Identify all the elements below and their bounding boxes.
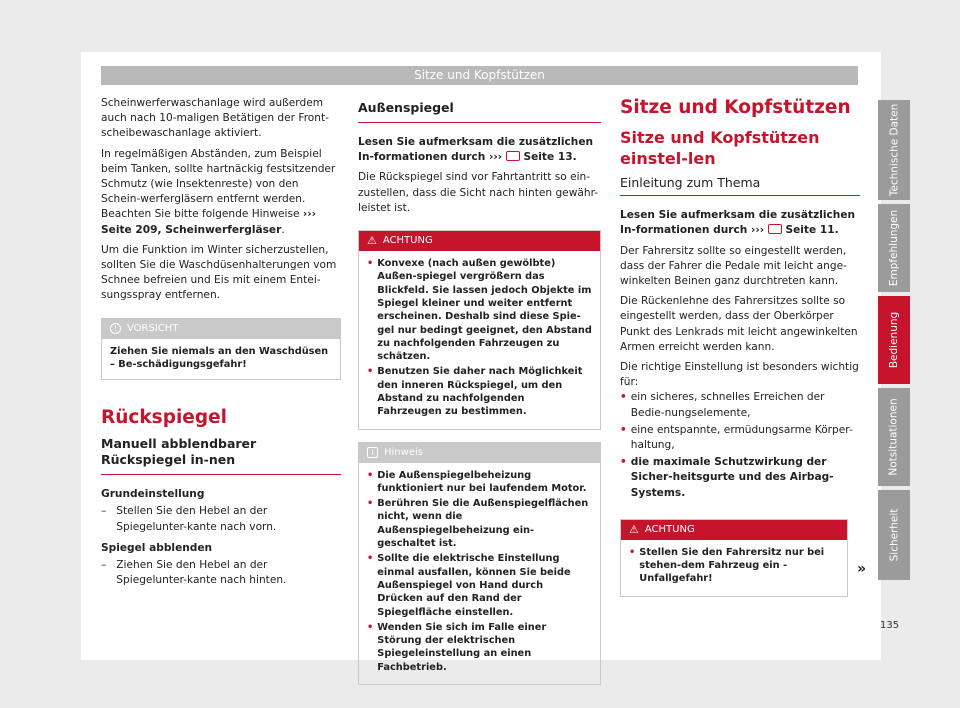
warning-header: ⚠ ACHTUNG	[621, 520, 847, 540]
list-item: • Konvexe (nach außen gewölbte) Außen-spiegel vergrößern das Blickfeld. Sie lassen jedoch Objekte im Spiegel kleiner und weiter entfernt erscheinen. Deshalb sind diese Spie-gel nur bedingt geeignet, den Abstand zu nachfolgenden Fahrzeugen zu schätzen.	[367, 258, 592, 363]
note-header: i Hinweis	[359, 443, 600, 463]
list-item: • eine entspannte, ermüdungsarme Körper-haltung,	[620, 423, 853, 452]
list-item: • Wenden Sie sich im Falle einer Störung der elektrischen Spiegeleinstellung an einen Fachbetrieb.	[367, 621, 547, 673]
column-middle	[358, 96, 601, 685]
column-right	[620, 96, 860, 597]
tab-technische-daten[interactable]: Technische Daten	[878, 100, 910, 200]
paragraph: Um die Funktion im Winter sicherzustellen, sollten Sie die Waschdüsenhalterungen vom Schnee befreien und Eis mit einem Entei-sungsspray entfernen.	[101, 243, 337, 302]
page-header: Sitze und Kopfstützen	[101, 66, 858, 85]
step-heading: Grundeinstellung	[101, 488, 205, 501]
caution-box	[101, 318, 341, 381]
paragraph: Die Rückspiegel sind vor Fahrtantritt so ein-zustellen, dass die Sicht nach hinten gewähr-leistet ist.	[358, 171, 599, 214]
chapter-title: Sitze und Kopfstützen	[620, 97, 851, 118]
list-item: • Berühren Sie die Außenspiegelflächen nicht, wenn die Außenspiegelbeheizung ein-geschaltet ist.	[367, 498, 589, 550]
column-left	[101, 96, 341, 588]
note-icon: i	[367, 447, 378, 458]
subsection-heading: Manuell abblendbarer Rückspiegel in-nen	[101, 436, 341, 475]
caution-text: Ziehen Sie niemals an den Waschdüsen – Be-schädigungsgefahr!	[110, 345, 329, 370]
warning-triangle-icon: ⚠	[367, 234, 377, 248]
section-heading: Rückspiegel	[101, 407, 227, 429]
page-number: 135	[880, 620, 900, 631]
caution-header: ! VORSICHT	[102, 319, 340, 339]
continue-mark: »	[857, 561, 867, 577]
step-item: – Stellen Sie den Hebel an der Spiegelunter-kante nach vorn.	[101, 505, 277, 533]
tab-sicherheit[interactable]: Sicherheit	[878, 490, 910, 580]
info-circle-icon: !	[110, 323, 121, 334]
note-body	[359, 463, 600, 684]
list-item: • Stellen Sie den Fahrersitz nur bei stehen-dem Fahrzeug ein - Unfallgefahr!	[629, 546, 825, 585]
page-reference-link[interactable]: Seite 11	[785, 224, 835, 237]
list-item: • ein sicheres, schnelles Erreichen der Bedie-nungselemente,	[620, 391, 825, 419]
list-item: • die maximale Schutzwirkung der Sicher-heitsgurte und des Airbag-Systems.	[620, 456, 834, 499]
book-icon	[768, 224, 782, 234]
book-icon	[506, 151, 520, 161]
section-heading: Außenspiegel	[358, 96, 601, 123]
note-box	[358, 442, 601, 685]
tab-bedienung[interactable]: Bedienung	[878, 296, 910, 384]
warning-triangle-icon: ⚠	[629, 522, 639, 536]
paragraph: Scheinwerferwaschanlage wird außerdem auch nach 10-maligen Betätigen der Front-scheibewaschanlage aktiviert.	[101, 97, 329, 140]
warning-body	[359, 251, 600, 429]
warning-body	[621, 540, 847, 596]
list-item: • Sollte die elektrische Einstellung einmal ausfallen, können Sie beide Außenspiegel von Hand durch Drücken auf den Rand der Spiegelfläche einstellen.	[367, 553, 571, 618]
page-reference-link[interactable]: Seite 13	[523, 151, 573, 164]
warning-header: ⚠ ACHTUNG	[359, 231, 600, 251]
paragraph: Die Rückenlehne des Fahrersitzes sollte so eingestellt werden, dass der Oberkörper Punkt des Lenkrads mit leicht angewinkelten Armen erreicht werden kann.	[620, 295, 858, 353]
paragraph: Der Fahrersitz sollte so eingestellt werden, dass der Fahrer die Pedale mit leicht ange-winkelten Beinen ganz durchtreten kann.	[620, 244, 847, 288]
intro-paragraph: Lesen Sie aufmerksam die zusätzlichen In-formationen durch ››› Seite 13.	[358, 136, 594, 164]
subsection-heading: Einleitung zum Thema	[620, 175, 860, 196]
paragraph: In regelmäßigen Abständen, zum Beispiel beim Tanken, sollte hartnäckig festsitzender Schmutz (wie Insektenreste) von den Schein-werfergläsern entfernt werden. Beachten Sie bitte folgende Hinweise ››› Seite 209, Scheinwerfergläser.	[101, 147, 336, 236]
tab-notsituationen[interactable]: Notsituationen	[878, 388, 910, 486]
list-item: • Benutzen Sie daher nach Möglichkeit den inneren Rückspiegel, um den Abstand zu nachfolgenden Fahrzeugen zu bestimmen.	[367, 366, 583, 418]
page-reference-link[interactable]: ››› Seite 209, Scheinwerfergläser	[101, 208, 316, 236]
warning-box	[620, 519, 848, 597]
tab-empfehlungen[interactable]: Empfehlungen	[878, 204, 910, 292]
warning-box	[358, 230, 601, 430]
section-heading: Sitze und Kopfstützen einstel-len	[620, 128, 820, 168]
intro-paragraph: Lesen Sie aufmerksam die zusätzlichen In-formationen durch ››› Seite 11.	[620, 209, 856, 237]
list-item: • Die Außenspiegelbeheizung funktioniert nur bei laufendem Motor.	[367, 469, 587, 494]
paragraph: Die richtige Einstellung ist besonders wichtig für:	[620, 361, 859, 389]
step-heading: Spiegel abblenden	[101, 541, 213, 554]
step-item: – Ziehen Sie den Hebel an der Spiegelunter-kante nach hinten.	[101, 559, 287, 587]
